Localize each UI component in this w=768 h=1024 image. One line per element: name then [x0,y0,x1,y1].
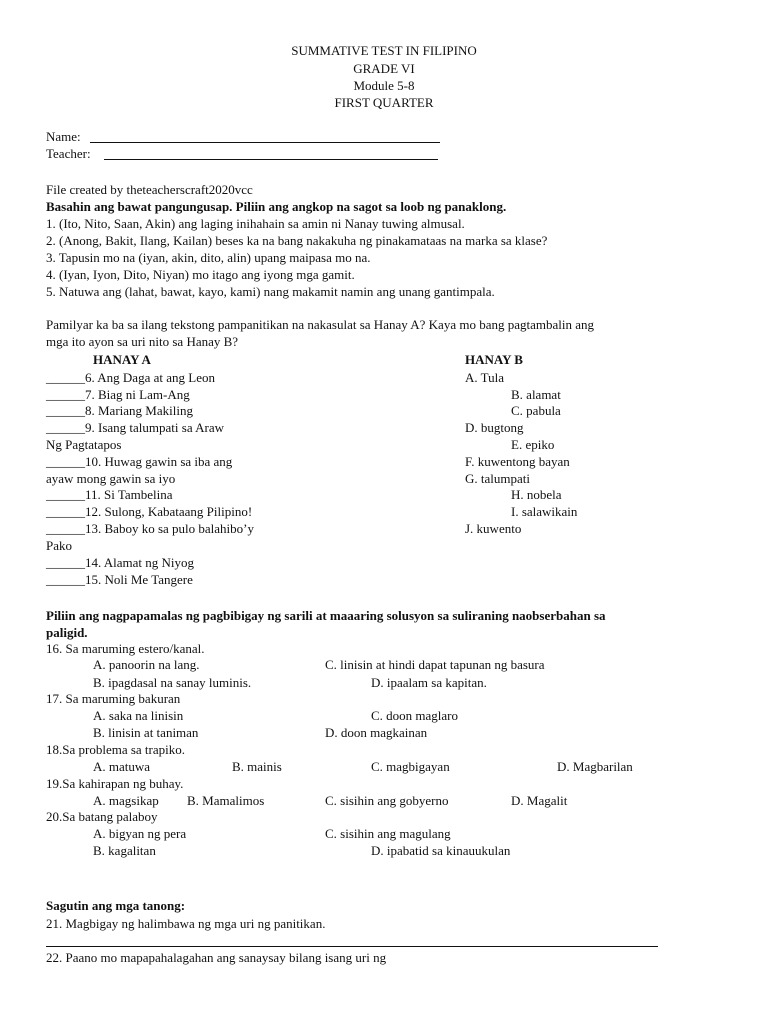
part2-instruction: Pamilyar ka ba sa ilang tekstong pampanitikan na nakasulat sa Hanay A? Kaya mo bang pagtambalin ang [46,317,595,332]
hanay-b-item: F. kuwentong bayan [465,454,570,469]
choice: B. mainis [232,759,282,774]
list-item: 4. (Iyan, Iyon, Dito, Niyan) mo itago ang iyong mga gamit. [46,267,355,282]
hanay-a-item: ______15. Noli Me Tangere [46,572,193,587]
hanay-b-item: A. Tula [465,370,505,385]
choice: A. magsikap [93,793,159,808]
question-20: 20.Sa batang palaboy [46,809,158,824]
part4-instruction: Sagutin ang mga tanong: [46,898,186,913]
hanay-b-item: I. salawikain [511,504,578,519]
list-item: 5. Natuwa ang (lahat, bawat, kayo, kami) nang makamit namin ang unang gantimpala. [46,284,495,299]
hanay-b-item: B. alamat [511,387,561,402]
question-17: 17. Sa maruming bakuran [46,691,181,706]
choice: D. Magalit [511,793,568,808]
choice: C. linisin at hindi dapat tapunan ng basura [325,657,545,672]
hanay-a-item: ______11. Si Tambelina [46,487,173,502]
quarter-label: FIRST QUARTER [334,95,434,110]
choice: D. ipaalam sa kapitan. [371,675,487,690]
file-credit: File created by theteacherscraft2020vcc [46,182,253,197]
question-21: 21. Magbigay ng halimbawa ng mga uri ng panitikan. [46,916,326,931]
choice: B. ipagdasal na sanay luminis. [93,675,252,690]
hanay-b-heading: HANAY B [465,352,523,367]
part3-instruction-cont: paligid. [46,625,88,640]
choice: C. doon maglaro [371,708,459,723]
hanay-a-item: ______6. Ang Daga at ang Leon [46,370,215,385]
question-18: 18.Sa problema sa trapiko. [46,742,185,757]
list-item: 3. Tapusin mo na (iyan, akin, dito, alin) upang maipasa mo na. [46,250,371,265]
hanay-a-item: ______12. Sulong, Kabataang Pilipino! [46,504,253,519]
hanay-a-item: ______14. Alamat ng Niyog [46,555,195,570]
hanay-b-item: D. bugtong [465,420,524,435]
choice: A. saka na linisin [93,708,184,723]
hanay-a-item: Pako [46,538,72,553]
hanay-b-item: J. kuwento [465,521,522,536]
hanay-a-item: ______9. Isang talumpati sa Araw [46,420,224,435]
name-label: Name: [46,129,81,144]
hanay-a-item: ______10. Huwag gawin sa iba ang [46,454,233,469]
choice: B. kagalitan [93,843,156,858]
list-item: 2. (Anong, Bakit, Ilang, Kailan) beses ka na bang nakakuha ng pinakamataas na marka sa klase? [46,233,548,248]
test-title: SUMMATIVE TEST IN FILIPINO [291,43,477,58]
choice: C. magbigayan [371,759,450,774]
hanay-b-item: G. talumpati [465,471,530,486]
hanay-a-item: ______7. Biag ni Lam-Ang [46,387,190,402]
choice: C. sisihin ang magulang [325,826,451,841]
choice: B. linisin at taniman [93,725,199,740]
teacher-field[interactable] [104,159,438,160]
hanay-a-heading: HANAY A [93,352,151,367]
module-label: Module 5-8 [353,78,415,93]
question-16: 16. Sa maruming estero/kanal. [46,641,205,656]
hanay-a-item: ______8. Mariang Makiling [46,403,193,418]
choice: A. bigyan ng pera [93,826,187,841]
question-22: 22. Paano mo mapapahalagahan ang sanaysay bilang isang uri ng [46,950,387,965]
part2-instruction-cont: mga ito ayon sa uri nito sa Hanay B? [46,334,239,349]
choice: C. sisihin ang gobyerno [325,793,449,808]
teacher-label: Teacher: [46,146,91,161]
name-field[interactable] [90,142,440,143]
part1-instruction: Basahin ang bawat pangungusap. Piliin ang angkop na sagot sa loob ng panaklong. [46,199,507,214]
choice: D. doon magkainan [325,725,428,740]
hanay-a-item: Ng Pagtatapos [46,437,122,452]
choice: D. ipabatid sa kinauukulan [371,843,511,858]
question-19: 19.Sa kahirapan ng buhay. [46,776,184,791]
choice: A. panoorin na lang. [93,657,200,672]
hanay-b-item: H. nobela [511,487,562,502]
hanay-b-item: E. epiko [511,437,555,452]
grade-label: GRADE VI [353,61,415,76]
answer-line-21[interactable] [46,946,658,947]
choice: B. Mamalimos [187,793,265,808]
part3-instruction: Piliin ang nagpapamalas ng pagbibigay ng sarili at maaaring solusyon sa suliraning naobserbahan sa [46,608,606,623]
choice: A. matuwa [93,759,151,774]
hanay-b-item: C. pabula [511,403,561,418]
choice: D. Magbarilan [557,759,633,774]
list-item: 1. (Ito, Nito, Saan, Akin) ang laging inihahain sa amin ni Nanay tuwing almusal. [46,216,465,231]
hanay-a-item: ______13. Baboy ko sa pulo balahibo’y [46,521,254,536]
hanay-a-item: ayaw mong gawin sa iyo [46,471,176,486]
